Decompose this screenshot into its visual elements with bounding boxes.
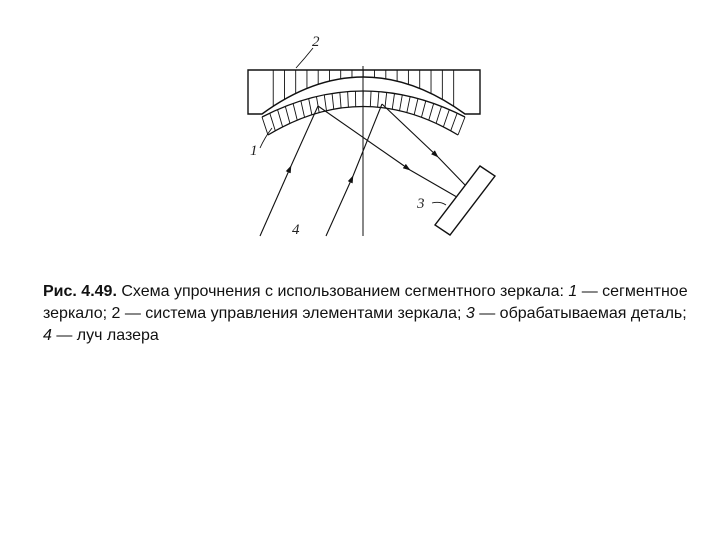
workpiece (435, 166, 495, 235)
figure-number: Рис. 4.49. (43, 283, 117, 300)
label-3: 3 (417, 196, 425, 212)
caption-text-c: — обрабатываемая деталь; (474, 305, 687, 322)
label-1: 1 (250, 143, 258, 159)
label-4: 4 (292, 222, 300, 238)
caption-text-d: — луч лазера (51, 327, 159, 344)
caption-num-1: 1 (568, 283, 578, 300)
caption-num-3: 3 (465, 305, 475, 322)
caption-text-a: Схема упрочнения с использованием сегментного зеркала: (116, 283, 569, 300)
label-2: 2 (312, 34, 320, 50)
caption-num-4: 4 (43, 327, 52, 344)
figure-caption (43, 281, 693, 347)
leader-lines (260, 48, 446, 205)
caption-text-b: — сегментное зеркало; 2 — система управления элементами зеркала; (43, 283, 688, 322)
